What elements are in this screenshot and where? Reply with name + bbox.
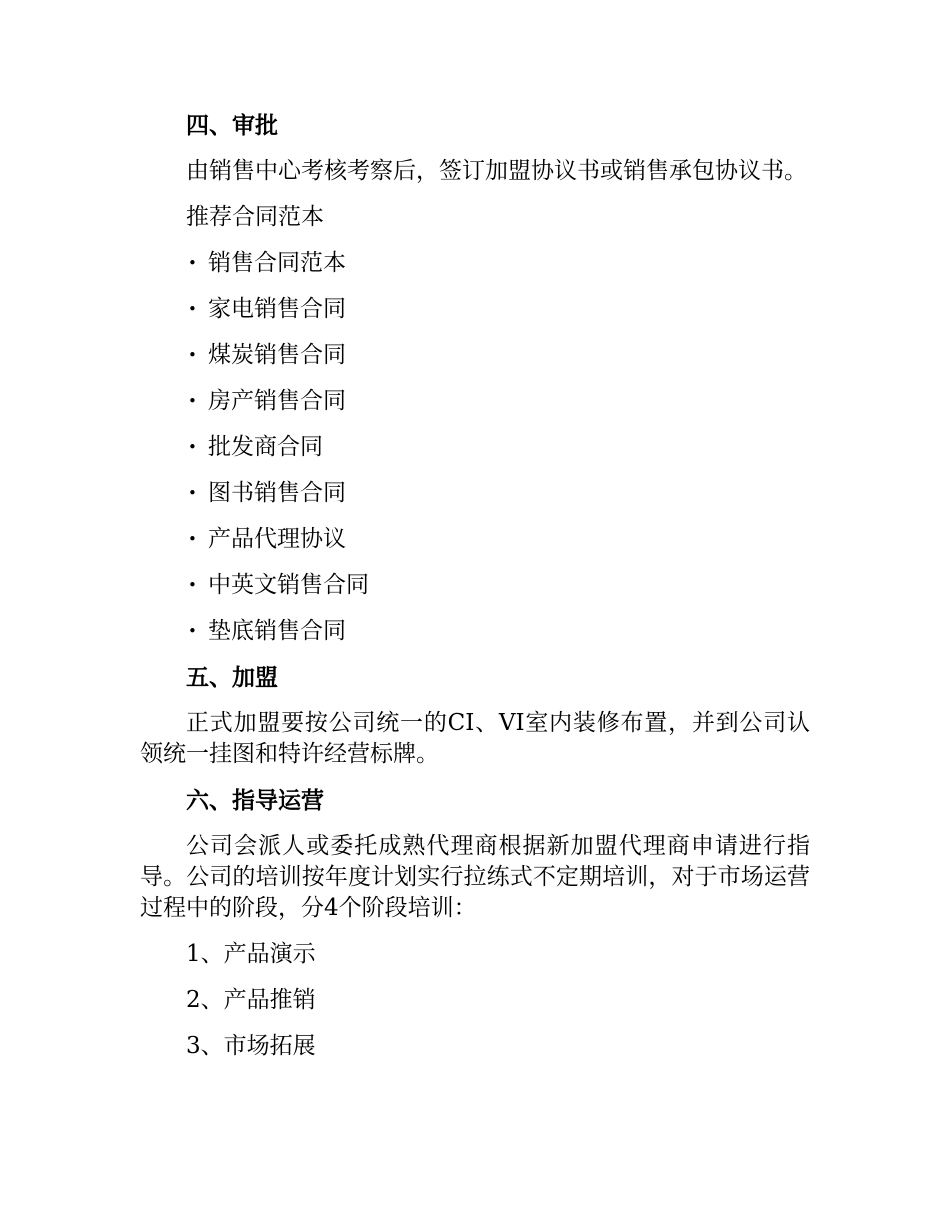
section-heading-operations-guidance: 六、指导运营 bbox=[186, 788, 324, 814]
bullet-icon: • bbox=[188, 530, 197, 548]
training-stage-item: 3、市场拓展 bbox=[186, 1033, 316, 1059]
operations-guidance-paragraph: 公司会派人或委托成熟代理商根据新加盟代理商申请进行指导。公司的培训按年度计划实行拉练式不定期培训，对于市场运营过程中的阶段，分4个阶段培训： bbox=[140, 833, 810, 921]
list-item bbox=[140, 248, 810, 279]
recommended-contracts-label: 推荐合同范本 bbox=[186, 204, 324, 230]
contract-link[interactable]: 批发商合同 bbox=[208, 434, 323, 460]
section-heading-approval: 四、审批 bbox=[186, 113, 278, 139]
franchise-paragraph: 正式加盟要按公司统一的CI、VI室内装修布置，并到公司认领统一挂图和特许经营标牌。 bbox=[140, 710, 810, 767]
list-item bbox=[140, 524, 810, 555]
document-body bbox=[140, 110, 810, 1077]
list-item bbox=[140, 386, 810, 417]
training-stage-item: 1、产品演示 bbox=[186, 941, 316, 967]
contract-link[interactable]: 房产销售合同 bbox=[208, 388, 346, 414]
training-stage-item: 2、产品推销 bbox=[186, 987, 316, 1013]
bullet-icon: • bbox=[188, 622, 197, 640]
contract-link[interactable]: 产品代理协议 bbox=[208, 526, 346, 552]
contract-link[interactable]: 家电销售合同 bbox=[208, 296, 346, 322]
contract-link[interactable]: 中英文销售合同 bbox=[208, 572, 369, 598]
bullet-icon: • bbox=[188, 392, 197, 410]
bullet-icon: • bbox=[188, 438, 197, 456]
list-item bbox=[140, 478, 810, 509]
contract-link[interactable]: 煤炭销售合同 bbox=[208, 342, 346, 368]
contract-link[interactable]: 垫底销售合同 bbox=[208, 618, 346, 644]
approval-paragraph: 由销售中心考核考察后，签订加盟协议书或销售承包协议书。 bbox=[186, 158, 807, 184]
bullet-icon: • bbox=[188, 484, 197, 502]
list-item bbox=[140, 432, 810, 463]
section-heading-franchise: 五、加盟 bbox=[186, 665, 278, 691]
contract-link[interactable]: 销售合同范本 bbox=[208, 250, 346, 276]
contract-template-list bbox=[140, 248, 810, 647]
bullet-icon: • bbox=[188, 576, 197, 594]
list-item bbox=[140, 294, 810, 325]
list-item bbox=[140, 340, 810, 371]
list-item bbox=[140, 570, 810, 601]
bullet-icon: • bbox=[188, 300, 197, 318]
bullet-icon: • bbox=[188, 254, 197, 272]
contract-link[interactable]: 图书销售合同 bbox=[208, 480, 346, 506]
list-item bbox=[140, 616, 810, 647]
bullet-icon: • bbox=[188, 346, 197, 364]
